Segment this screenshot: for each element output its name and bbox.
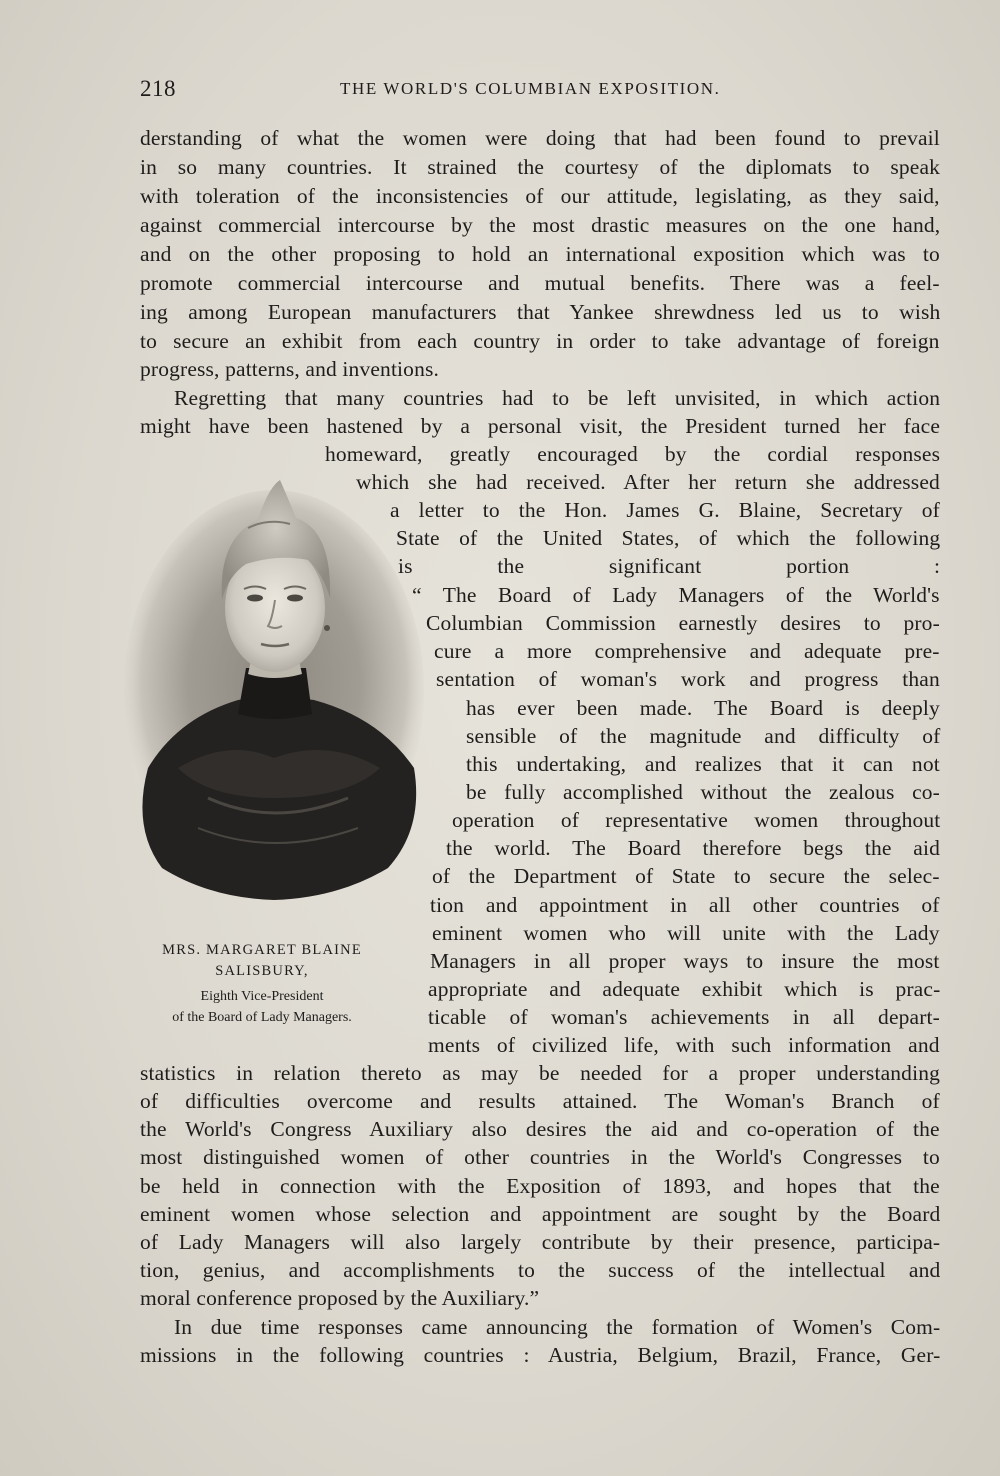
text-line: “ The Board of Lady Managers of the World's bbox=[412, 583, 940, 607]
running-head: THE WORLD'S COLUMBIAN EXPOSITION. bbox=[340, 79, 721, 98]
text-line: derstanding of what the women were doing that had been found to prevail bbox=[140, 126, 940, 150]
text-line: with toleration of the inconsistencies of our attitude, legislating, as they said, bbox=[140, 184, 940, 208]
page-header bbox=[140, 76, 940, 108]
caption-title: Eighth Vice-President bbox=[200, 989, 324, 1004]
text-line: the world. The Board therefore begs the aid bbox=[446, 836, 940, 860]
text-line: Columbian Commission earnestly desires to pro- bbox=[426, 611, 940, 635]
text-line: against commercial intercourse by the most drastic measures on the one hand, bbox=[140, 213, 941, 237]
text-line: of the Department of State to secure the selec- bbox=[432, 864, 940, 888]
portrait-caption bbox=[128, 940, 396, 1028]
text-line: appropriate and adequate exhibit which is prac- bbox=[428, 977, 941, 1001]
text-line: Regretting that many countries had to be left unvisited, in which action bbox=[174, 386, 941, 410]
text-line: In due time responses came announcing the formation of Women's Com- bbox=[174, 1315, 941, 1339]
text-line: statistics in relation thereto as may be needed for a proper understanding bbox=[140, 1061, 940, 1085]
text-line: missions in the following countries : Austria, Belgium, Brazil, France, Ger- bbox=[140, 1343, 941, 1367]
text-line: has ever been made. The Board is deeply bbox=[466, 696, 940, 720]
text-line: promote commercial intercourse and mutual benefits. There was a feel- bbox=[140, 271, 940, 295]
text-line: of difficulties overcome and results attained. The Woman's Branch of bbox=[140, 1089, 940, 1113]
text-line: ing among European manufacturers that Yankee shrewdness led us to wish bbox=[140, 300, 941, 324]
text-line: progress, patterns, and inventions. bbox=[140, 357, 440, 381]
text-line: sentation of woman's work and progress than bbox=[436, 667, 940, 691]
text-line: a letter to the Hon. James G. Blaine, Secretary of bbox=[390, 498, 940, 522]
text-line: might have been hastened by a personal visit, the President turned her face bbox=[140, 414, 941, 438]
text-line: and on the other proposing to hold an international exposition which was to bbox=[140, 242, 940, 266]
caption-name: MRS. MARGARET BLAINE bbox=[162, 942, 362, 958]
text-line: be fully accomplished without the zealous co- bbox=[466, 780, 940, 804]
text-line: operation of representative women throughout bbox=[452, 808, 941, 832]
text-line: which she had received. After her return she addressed bbox=[356, 470, 940, 494]
text-line: of Lady Managers will also largely contribute by their presence, participa- bbox=[140, 1230, 941, 1254]
text-line: ments of civilized life, with such information and bbox=[428, 1033, 940, 1057]
text-line: to secure an exhibit from each country in order to take advantage of foreign bbox=[140, 329, 940, 353]
portrait-image bbox=[118, 468, 430, 904]
caption-title-cont: of the Board of Lady Managers. bbox=[172, 1010, 352, 1025]
text-line: ticable of woman's achievements in all depart- bbox=[428, 1005, 940, 1029]
text-line: eminent women whose selection and appointment are sought by the Board bbox=[140, 1202, 941, 1226]
text-line: be held in connection with the Exposition of 1893, and hopes that the bbox=[140, 1174, 940, 1198]
text-line: in so many countries. It strained the courtesy of the diplomats to speak bbox=[140, 155, 941, 179]
text-line: moral conference proposed by the Auxiliary.” bbox=[140, 1286, 540, 1310]
text-line: cure a more comprehensive and adequate pre- bbox=[434, 639, 940, 663]
text-line: sensible of the magnitude and difficulty of bbox=[466, 724, 941, 748]
text-line: tion and appointment in all other countries of bbox=[430, 893, 940, 917]
text-line: is the significant portion : bbox=[398, 554, 941, 578]
page-number: 218 bbox=[140, 76, 176, 101]
caption-name-cont: SALISBURY, bbox=[215, 963, 309, 979]
text-line: eminent women who will unite with the Lady bbox=[432, 921, 940, 945]
text-line: this undertaking, and realizes that it can not bbox=[466, 752, 940, 776]
text-line: the World's Congress Auxiliary also desires the aid and co-operation of the bbox=[140, 1117, 940, 1141]
text-line: most distinguished women of other countries in the World's Congresses to bbox=[140, 1145, 940, 1169]
text-line: Managers in all proper ways to insure the most bbox=[430, 949, 940, 973]
text-line: homeward, greatly encouraged by the cordial responses bbox=[325, 442, 941, 466]
text-line: tion, genius, and accomplishments to the success of the intellectual and bbox=[140, 1258, 941, 1282]
text-line: State of the United States, of which the following bbox=[396, 526, 941, 550]
